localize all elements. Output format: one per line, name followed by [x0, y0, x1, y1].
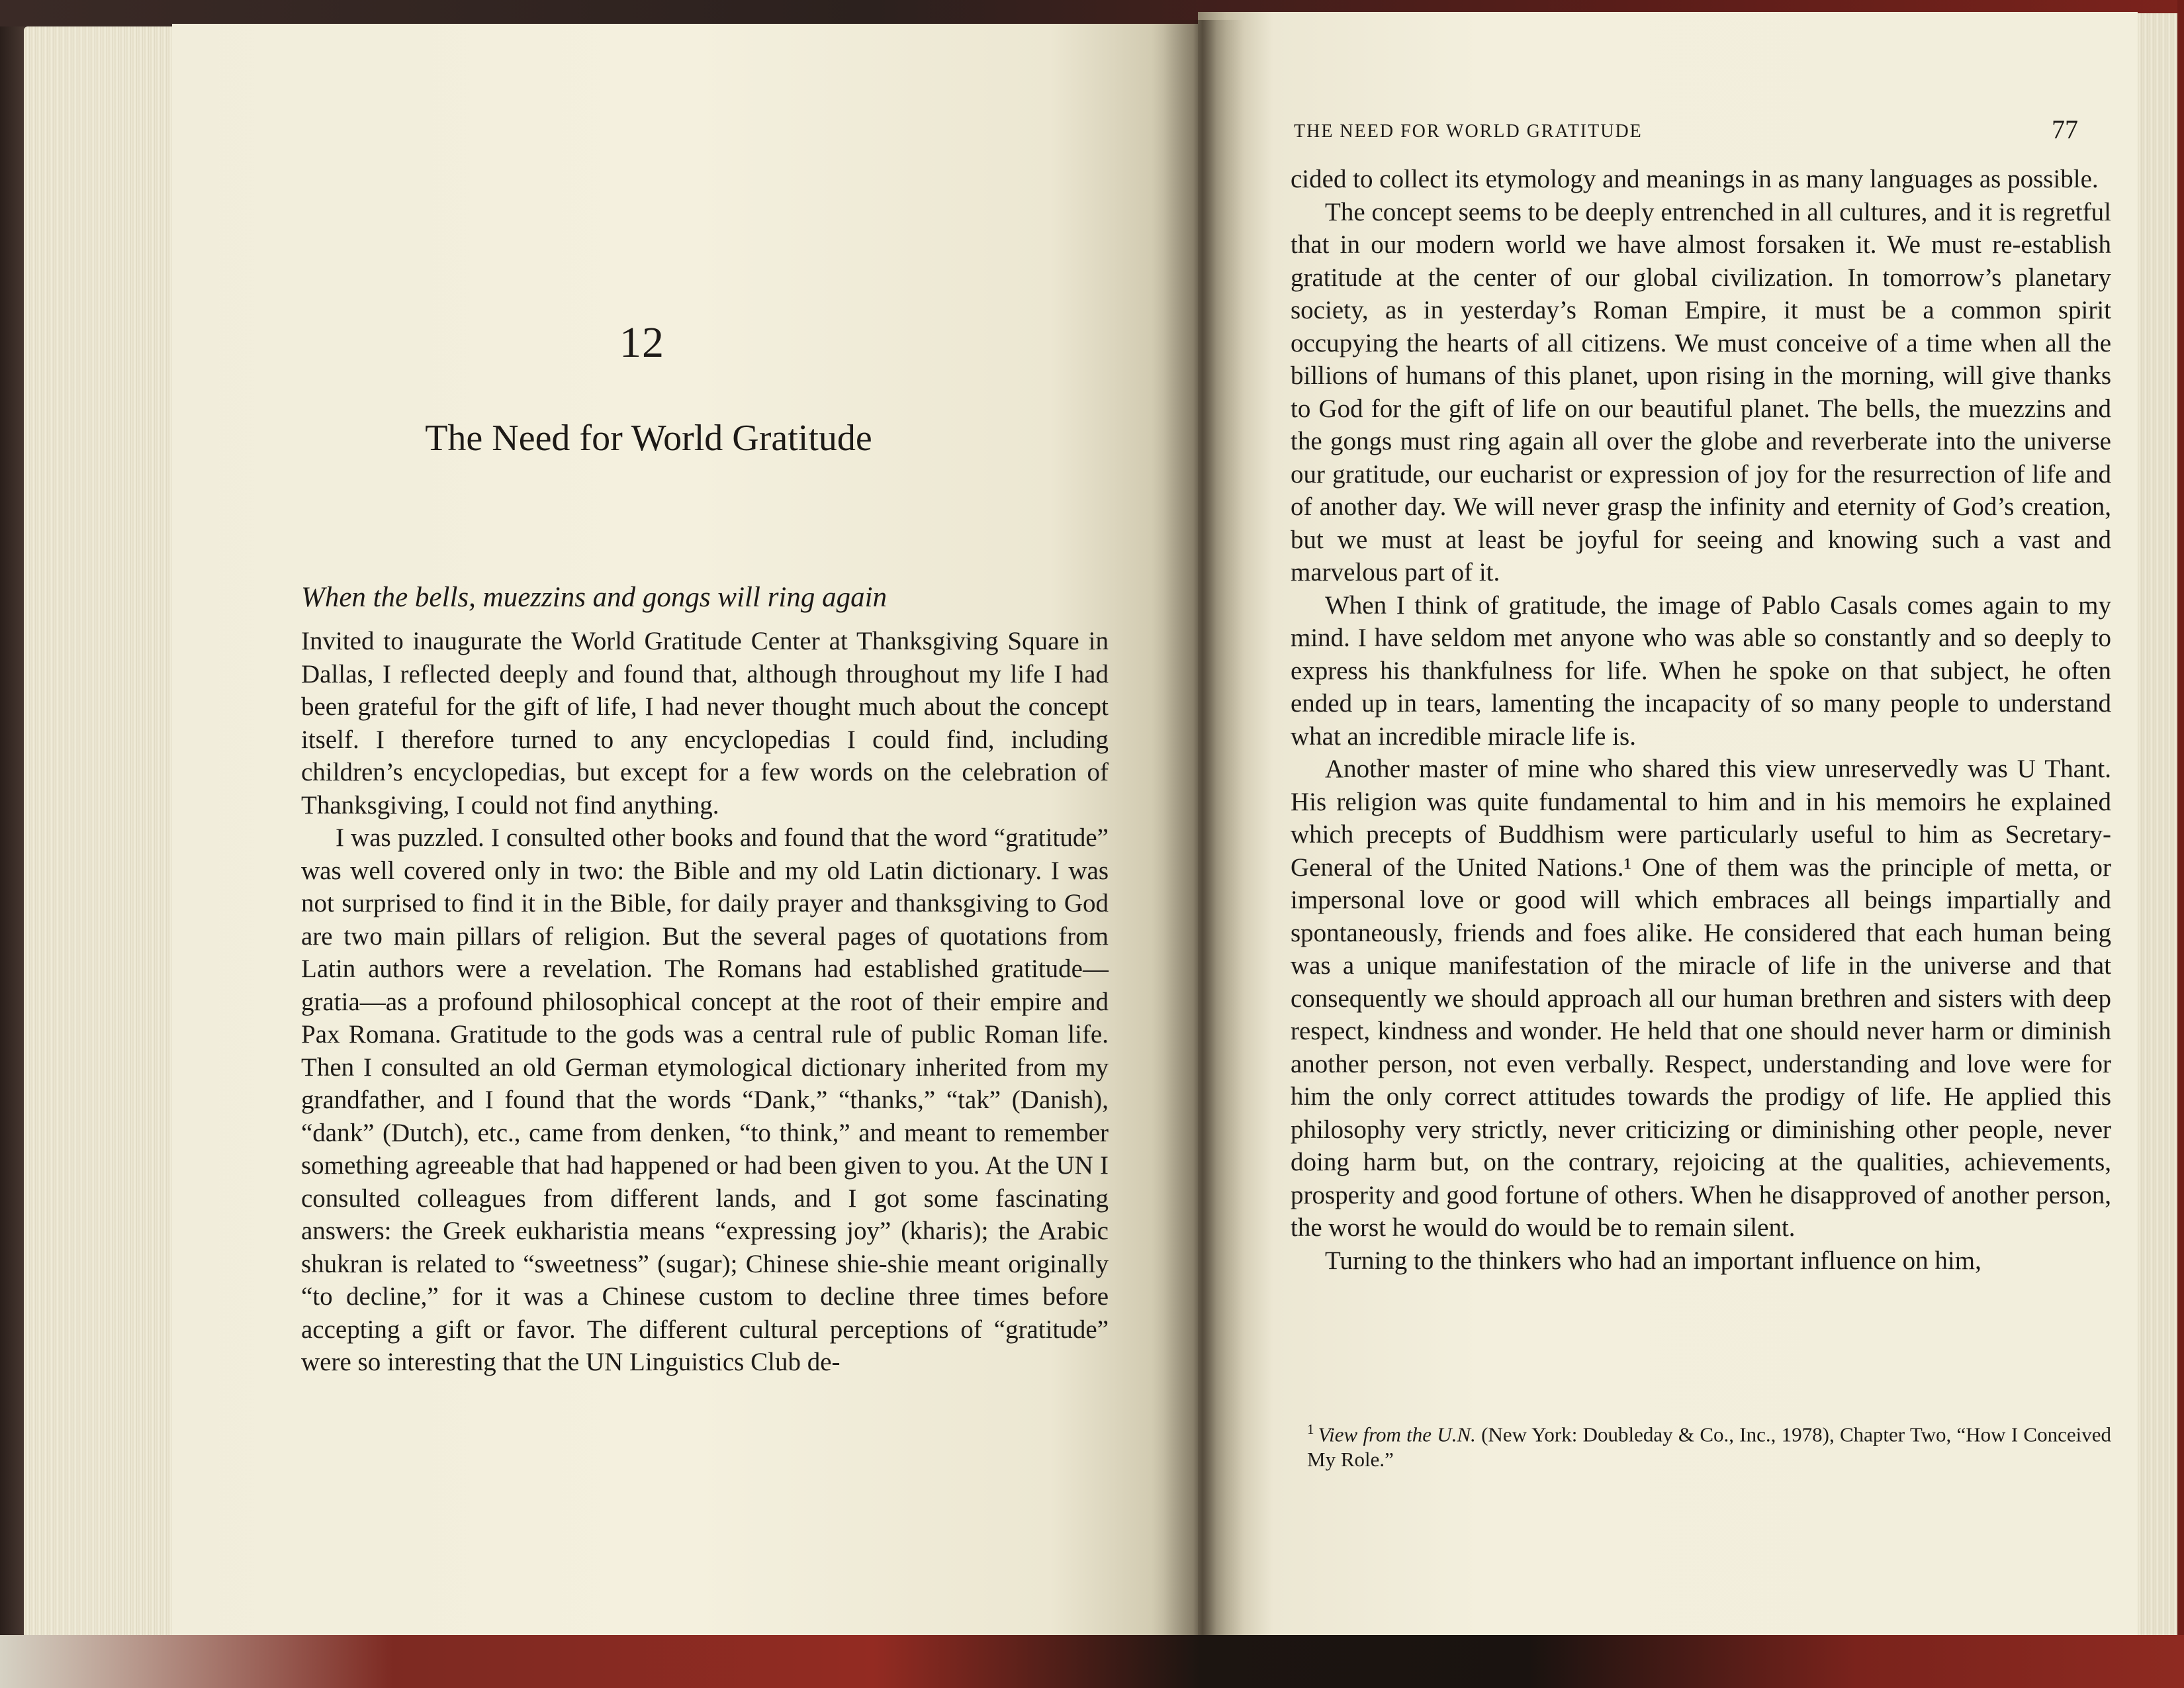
- paragraph: cided to collect its etymology and meanings in as many languages as possible.: [1291, 165, 2099, 193]
- chapter-number: 12: [619, 318, 664, 367]
- paragraph: Turning to the thinkers who had an important influence on him,: [1325, 1246, 1981, 1275]
- paragraph: When I think of gratitude, the image of Pablo Casals comes again to my mind. I have seldom met anyone who was able so constantly and so deeply to express his thankfulness for life. When he spoke on that subject, he often ended up in tears, lamenting the incapacity of so many people to understand what an incredible miracle life is.: [1291, 590, 2111, 751]
- book-cover-right-edge: [2177, 0, 2184, 1688]
- footnote: [1307, 1417, 2111, 1472]
- page-number: 77: [2052, 115, 2078, 144]
- left-page-stack-edges: [24, 26, 189, 1642]
- right-page-body: [1291, 163, 2111, 1277]
- footnote-marker: 1: [1307, 1421, 1314, 1437]
- paragraph: Another master of mine who shared this view unreservedly was U Thant. His religion was quite fundamental to him and in his memoirs he explained which precepts of Buddhism were particularly useful to him as Secretary-General of the United Nations.¹ One of them was the principle of metta, or impersonal love or good will which embraces all beings impartially and spontaneously, friends and foes alike. He considered that each human being was a unique manifestation of the miracle of life in the universe and that consequently we should approach all our human brethren and sisters with deep respect, kindness and wonder. He held that one should never harm or diminish another person, not even verbally. Respect, understanding and love were for him the only correct attitudes towards the prodigy of life. He applied this philosophy very strictly, never criticizing or diminishing other people, never doing harm but, on the contrary, rejoicing at the qualities, achievements, prosperity and good fortune of others. When he disapproved of another person, the worst he would do would be to remain silent.: [1291, 755, 2111, 1242]
- book-gutter-shadow: [1152, 20, 1244, 1642]
- book-cover-left-edge: [0, 26, 26, 1642]
- section-subtitle: When the bells, muezzins and gongs will ring again: [301, 582, 887, 613]
- book-cover-bottom-edge: [0, 1635, 2184, 1688]
- footnote-text: (New York: Doubleday & Co., Inc., 1978), Chapter Two, “How I Conceived My Role.”: [1307, 1423, 2111, 1472]
- paragraph: The concept seems to be deeply entrenched in all cultures, and it is regretful that in our modern world we have almost forsaken it. We must re-establish gratitude at the center of our global civilization. In tomorrow’s planetary society, as in yesterday’s Roman Empire, it must be a common spirit occupying the hearts of all citizens. We must conceive of a time when all the billions of humans of this planet, upon rising in the morning, will give thanks to God for the gift of life on our beautiful planet. The bells, the muezzins and the gongs must ring again all over the globe and reverberate into the universe our gratitude, our eucharist or expression of joy for the resurrection of life and of another day. We will never grasp the infinity and eternity of God’s creation, but we must at least be joyful for seeing and knowing such a vast and marvelous part of it.: [1291, 197, 2111, 586]
- running-head: THE NEED FOR WORLD GRATITUDE: [1294, 121, 1643, 142]
- paragraph: I was puzzled. I consulted other books and found that the word “gratitude” was well covered only in two: the Bible and my old Latin dictionary. I was not surprised to find it in the Bible, for daily prayer and thanksgiving to God are two main pillars of religion. But the several pages of quotations from Latin authors were a revelation. The Romans had established gratitude—gratia—as a profound philosophical concept at the root of their empire and Pax Romana. Gratitude to the gods was a central rule of public Roman life. Then I consulted an old German etymological dictionary inherited from my grandfather, and I found that the words “Dank,” “thanks,” “tak” (Danish), “dank” (Dutch), etc., came from denken, “to think,” and meant to remember something agreeable that had happened or had been given to you. At the UN I consulted colleagues from different lands, and I got some fascinating answers: the Greek eukharistia means “expressing joy” (kharis); the Arabic shukran is related to “sweetness” (sugar); Chinese shie-shie meant originally “to decline,” for it was a Chinese custom to decline three times before accepting a gift or favor. The different cultural perceptions of “gratitude” were so interesting that the UN Linguistics Club de-: [301, 823, 1109, 1376]
- left-page-body: [301, 625, 1109, 1379]
- footnote-book-title: View from the U.N.: [1318, 1423, 1476, 1446]
- chapter-title: The Need for World Gratitude: [425, 418, 872, 459]
- paragraph: Invited to inaugurate the World Gratitude Center at Thanksgiving Square in Dallas, I reflected deeply and found that, although throughout my life I had been grateful for the gift of life, I had never thought much about the concept itself. I therefore turned to any encyclopedias I could find, including children’s encyclopedias, but except for a few words on the celebration of Thanksgiving, I could not find anything.: [301, 627, 1109, 820]
